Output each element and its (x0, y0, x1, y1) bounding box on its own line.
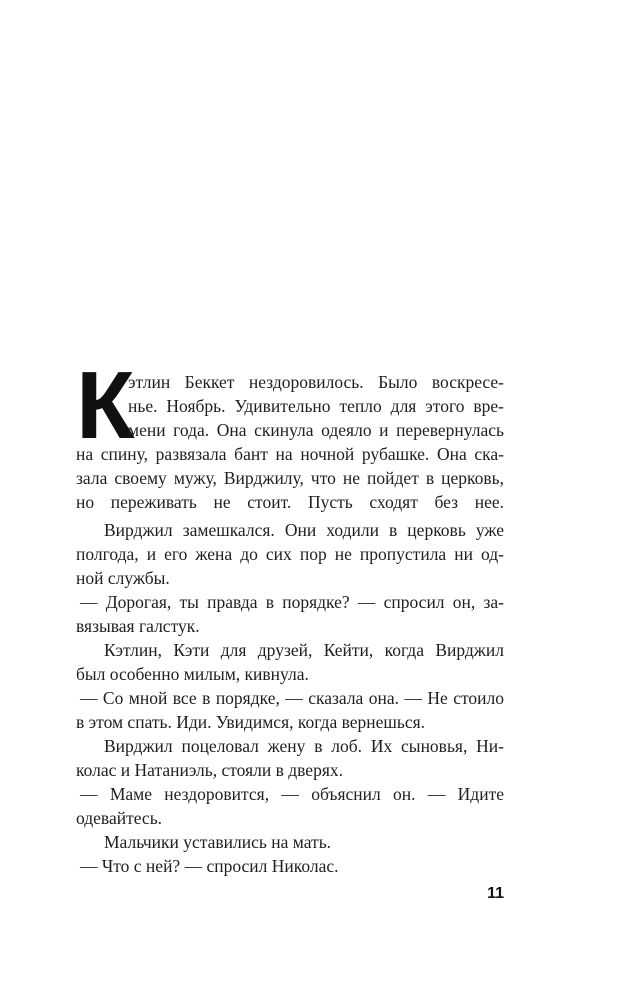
text-line: вязывая галстук. (76, 616, 200, 636)
text-line: полгода, и его жена до сих пор не пропустила ни од- (76, 544, 504, 564)
text-line: ной службы. (76, 568, 170, 588)
text-line: на спину, развязала бант на ночной рубашке. Она ска- (76, 444, 504, 464)
text-line: мени года. Она скинула одеяло и перевернулась (128, 420, 504, 440)
text-line: был особенно милым, кивнула. (76, 664, 309, 684)
text-line: — Маме нездоровится, — объяснил он. — Идите (80, 784, 504, 804)
text-line: нье. Ноябрь. Удивительно тепло для этого вре- (128, 396, 504, 416)
text-line: — Дорогая, ты правда в порядке? — спросил он, за- (80, 592, 504, 612)
text-line: но переживать не стоит. Пусть сходят без нее. (76, 492, 504, 512)
text-line: Вирджил поцеловал жену в лоб. Их сыновья, Ни- (104, 736, 504, 756)
text-line: — Что с ней? — спросил Николас. (80, 856, 339, 876)
text-line: одевайтесь. (76, 808, 163, 828)
text-line: зала своему мужу, Вирджилу, что не пойдет в церковь, (76, 468, 504, 488)
text-line: — Со мной все в порядке, — сказала она. — Не стоило (80, 688, 504, 708)
text-line: Кэтлин, Кэти для друзей, Кейти, когда Вирджил (104, 640, 504, 660)
text-line: в этом спать. Иди. Увидимся, когда вернешься. (76, 712, 426, 732)
text-line: Вирджил замешкался. Они ходили в церковь уже (104, 520, 504, 540)
text-line: колас и Натаниэль, стояли в дверях. (76, 760, 344, 780)
text-line: этлин Беккет нездоровилось. Было воскресе- (128, 372, 504, 392)
drop-cap: К (76, 352, 133, 459)
page-number: 11 (487, 885, 504, 902)
text-line: Мальчики уставились на мать. (104, 832, 332, 852)
